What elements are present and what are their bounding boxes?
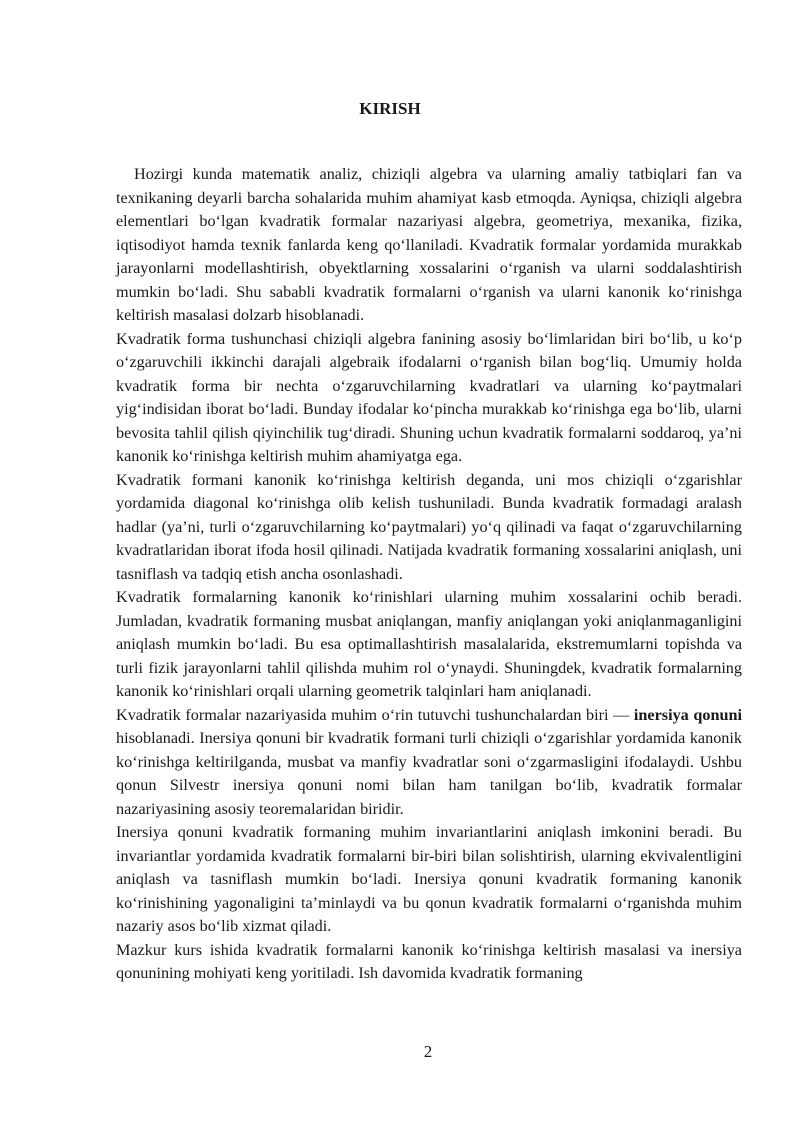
paragraph-intro: Hozirgi kunda matematik analiz, chiziqli algebra va ularning amaliy tatbiqlari fan va texnikaning deyarli barcha sohalarida muhim ahamiyat kasb etmoqda. Ayniqsa, chiziqli algebra elementlari bo‘lgan kvadratik formalar nazariyasi algebra, geometriya, mexanika, fizika, iqtisodiyot hamda texnik fanlarda keng qo‘llaniladi. Kvadratik formalar yordamida murakkab jarayonlarni modellashtirish, obyektlarning xossalarini o‘rganish va ularni soddalashtirish mumkin bo‘ladi. Shu sababli kvadratik formalarni o‘rganish va ularni kanonik ko‘rinishga keltirish masalasi dolzarb hisoblanadi. xyxy=(116,165,742,324)
paragraph-course-work: Mazkur kurs ishida kvadratik formalarni kanonik ko‘rinishga keltirish masalasi va inersiya qonunining mohiyati keng yoritiladi. Ish davomida kvadratik formaning xyxy=(116,940,742,982)
inertia-law-text-after: hisoblanadi. Inersiya qonuni bir kvadratik formani turli chiziqli o‘zgarishlar yordamida kanonik ko‘rinishga keltirilganda, musbat va manfiy kvadratlar soni o‘zgarmasligini ifodalaydi. Ushbu qonun Silvestr inersiya qonuni nomi bilan ham tanilgan bo‘lib, kvadratik formalar nazariyasining asosiy teoremalaridan biridir. xyxy=(116,729,742,818)
page-title: KIRISH xyxy=(359,99,421,118)
inertia-law-term: inersiya qonuni xyxy=(633,705,742,724)
page-number: 2 xyxy=(423,1042,433,1061)
document-body xyxy=(116,163,742,986)
paragraph-quadratic-form-concept: Kvadratik forma tushunchasi chiziqli algebra fanining asosiy bo‘limlaridan biri bo‘lib, u ko‘p o‘zgaruvchili ikkinchi darajali algebraik ifodalarni o‘rganish bilan bog‘liq. Umumiy holda kvadratik forma bir nechta o‘zgaruvchilarning kvadratlari va ularning ko‘paytmalari yig‘indisidan iborat bo‘ladi. Bunday ifodalar ko‘pincha murakkab ko‘rinishga ega bo‘lib, ularni bevosita tahlil qilish qiyinchilik tug‘diradi. Shuning uchun kvadratik formalarni soddaroq, ya’ni kanonik ko‘rinishga keltirish muhim ahamiyatga ega. xyxy=(116,329,742,465)
inertia-law-text-before: Kvadratik formalar nazariyasida muhim o‘rin tutuvchi tushunchalardan biri — xyxy=(116,705,634,724)
paragraph-canonical-form: Kvadratik formani kanonik ko‘rinishga keltirish deganda, uni mos chiziqli o‘zgarishlar yordamida diagonal ko‘rinishga olib kelish tushuniladi. Bunda kvadratik formadagi aralash hadlar (ya’ni, turli o‘zgaruvchilarning ko‘paytmalari) yo‘q qilinadi va faqat o‘zgaruvchilarning kvadratlaridan iborat ifoda hosil qilinadi. Natijada kvadratik formaning xossalarini aniqlash, uni tasniflash va tadqiq etish ancha osonlashadi. xyxy=(116,470,742,583)
paragraph-inertia-law xyxy=(116,704,742,822)
paragraph-invariants: Inersiya qonuni kvadratik formaning muhim invariantlarini aniqlash imkonini beradi. Bu invariantlar yordamida kvadratik formalarni bir-biri bilan solishtirish, ularning ekvivalentligini aniqlash va tasniflash mumkin bo‘ladi. Inersiya qonuni kvadratik formaning kanonik ko‘rinishining yagonaligini ta’minlaydi va bu qonun kvadratik formalarni o‘rganishda muhim nazariy asos bo‘lib xizmat qiladi. xyxy=(116,823,742,935)
paragraph-canonical-properties: Kvadratik formalarning kanonik ko‘rinishlari ularning muhim xossalarini ochib beradi. Jumladan, kvadratik formaning musbat aniqlangan, manfiy aniqlangan yoki aniqlanmaganligini aniqlash mumkin bo‘ladi. Bu esa optimallashtirish masalalarida, ekstremumlarni topishda va turli fizik jarayonlarni tahlil qilishda muhim rol o‘ynaydi. Shuningdek, kvadratik formalarning kanonik ko‘rinishlari orqali ularning geometrik talqinlari ham aniqlanadi. xyxy=(116,588,742,700)
